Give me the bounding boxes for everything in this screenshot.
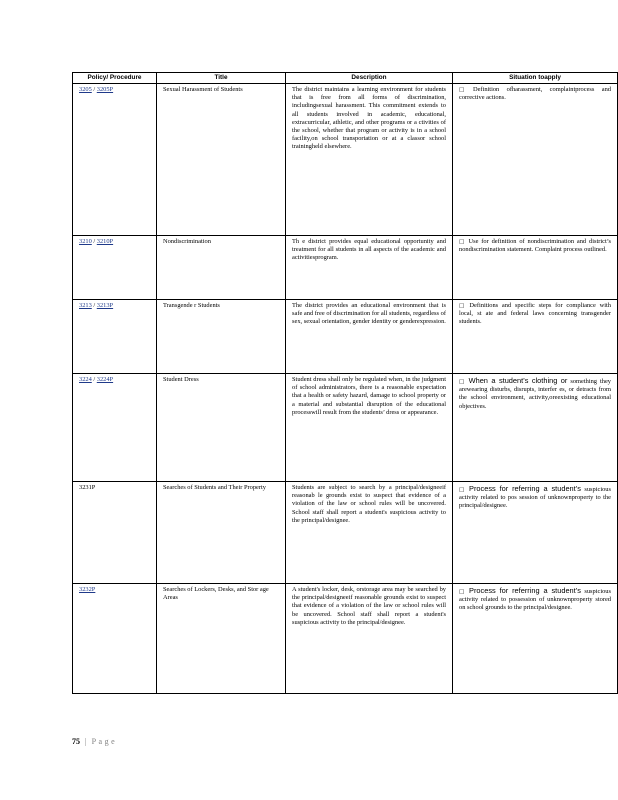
policy-link[interactable]: 3210 <box>79 238 92 245</box>
policy-separator: / <box>91 86 97 93</box>
procedure-link[interactable]: 3210P <box>96 238 114 245</box>
page-number: 75 <box>72 737 80 746</box>
situation-text: Use for definition of nondiscrimination and district’s nondiscrimination statement. Complaint process outlined. <box>459 238 612 254</box>
situation-cell <box>453 300 618 374</box>
header-policy: Policy/ Procedure <box>73 73 157 84</box>
description-cell: Students are subject to search by a principal/designeeif reasonab le grounds exist to suspect that evidence of a violation of the law or school rules will be uncovered. School staff shall report a student's suspicious activity to the principal/designee. <box>286 482 453 584</box>
procedure-link[interactable]: 3205P <box>96 86 114 93</box>
table-row <box>73 300 618 374</box>
policy-link[interactable]: 3224 <box>79 376 92 383</box>
policy-link[interactable]: 3205 <box>79 86 92 93</box>
policy-cell <box>73 374 157 482</box>
bullet-square-icon: □ <box>459 589 467 595</box>
policy-table <box>72 72 618 694</box>
title-cell: Transgende r Students <box>157 300 286 374</box>
description-cell: The district maintains a learning environment for students that is free from all forms of discrimination, includingsexual harassment. This commitment extends to all students involved in academic, educational, extracurricular, athletic, and other programs or a ctivities of the school, whether that program or activity is in a school facility,on school transportation or at a classor school trainingheld elsewhere. <box>286 84 453 236</box>
header-situation: Situation toapply <box>453 73 618 84</box>
description-cell: The district provides an educational environment that is safe and free of discrimination for all students, regardless of sex, sexual orientation, gender identity or genderexpression. <box>286 300 453 374</box>
title-cell: Nondiscrimination <box>157 236 286 300</box>
procedure-link[interactable]: 3213P <box>96 302 114 309</box>
description-cell: Student dress shall only be regulated when, in the judgment of school administrators, there is a reasonable expectation that a health or safety hazard, damage to school property or a material and substantial disruption of the educational processwill result from the students’ dress or appearance. <box>286 374 453 482</box>
header-description: Description <box>286 73 453 84</box>
table-row <box>73 374 618 482</box>
policy-separator: / <box>91 238 97 245</box>
procedure-link[interactable]: 3232P <box>79 586 96 593</box>
situation-cell <box>453 584 618 694</box>
policy-cell <box>73 482 157 584</box>
situation-text: Definitions and specific steps for compliance with local, st ate and federal laws concerning transgender students. <box>459 302 611 326</box>
table-row <box>73 584 618 694</box>
description-cell: Th e district provides equal educational opportunity and treatment for all students in all aspects of the academic and activitiesprogram. <box>286 236 453 300</box>
procedure-link[interactable]: 3224P <box>96 376 114 383</box>
bullet-square-icon: □ <box>459 303 467 309</box>
policy-cell <box>73 584 157 694</box>
title-cell: Searches of Lockers, Desks, and Stor age Areas <box>157 584 286 694</box>
table-row <box>73 84 618 236</box>
page-footer <box>72 737 117 746</box>
policy-cell <box>73 236 157 300</box>
page-label: Page <box>91 737 118 746</box>
situation-cell <box>453 236 618 300</box>
policy-cell <box>73 84 157 236</box>
description-cell: A student's locker, desk, orstorage area may be searched by the principal/designeeif reasonable grounds exist to suspect that evidence of a violation of the law or school rules will be uncovered. School staff shall report a student's suspicious activity to the principal/designee. <box>286 584 453 694</box>
bullet-square-icon: □ <box>459 379 466 385</box>
situation-text: Definition ofharassment, complaintprocess and corrective actions. <box>459 86 611 102</box>
title-cell: Student Dress <box>157 374 286 482</box>
situation-lead: Process for referring a student’s <box>469 484 581 493</box>
policy-separator: / <box>91 302 97 309</box>
table-header-row <box>73 73 618 84</box>
situation-lead: When a student’s clothing or <box>468 376 568 385</box>
situation-text: something they arewearing disturbs, disrupts, interfer es, or detracts from the school environment, activity,oreexisting educational objectives. <box>459 378 612 410</box>
title-cell: Sexual Harassment of Students <box>157 84 286 236</box>
table-row <box>73 482 618 584</box>
footer-separator: | <box>85 737 87 746</box>
bullet-square-icon: □ <box>459 487 467 493</box>
policy-link[interactable]: 3213 <box>79 302 92 309</box>
policy-cell <box>73 300 157 374</box>
table-row <box>73 236 618 300</box>
procedure-label: 3231P <box>79 484 96 491</box>
title-cell: Searches of Students and Their Property <box>157 482 286 584</box>
situation-text: suspicious activity related to possession of unknownproperty stored on school grounds to the principal/designee. <box>459 588 611 612</box>
bullet-square-icon: □ <box>459 87 470 93</box>
situation-cell <box>453 374 618 482</box>
situation-cell <box>453 84 618 236</box>
situation-lead: Process for referring a student’s <box>469 586 581 595</box>
policy-separator: / <box>91 376 97 383</box>
bullet-square-icon: □ <box>459 239 466 245</box>
header-title: Title <box>157 73 286 84</box>
situation-text: suspicious activity related to pos session of unknownproperty to the principal/designee. <box>459 486 611 510</box>
situation-cell <box>453 482 618 584</box>
